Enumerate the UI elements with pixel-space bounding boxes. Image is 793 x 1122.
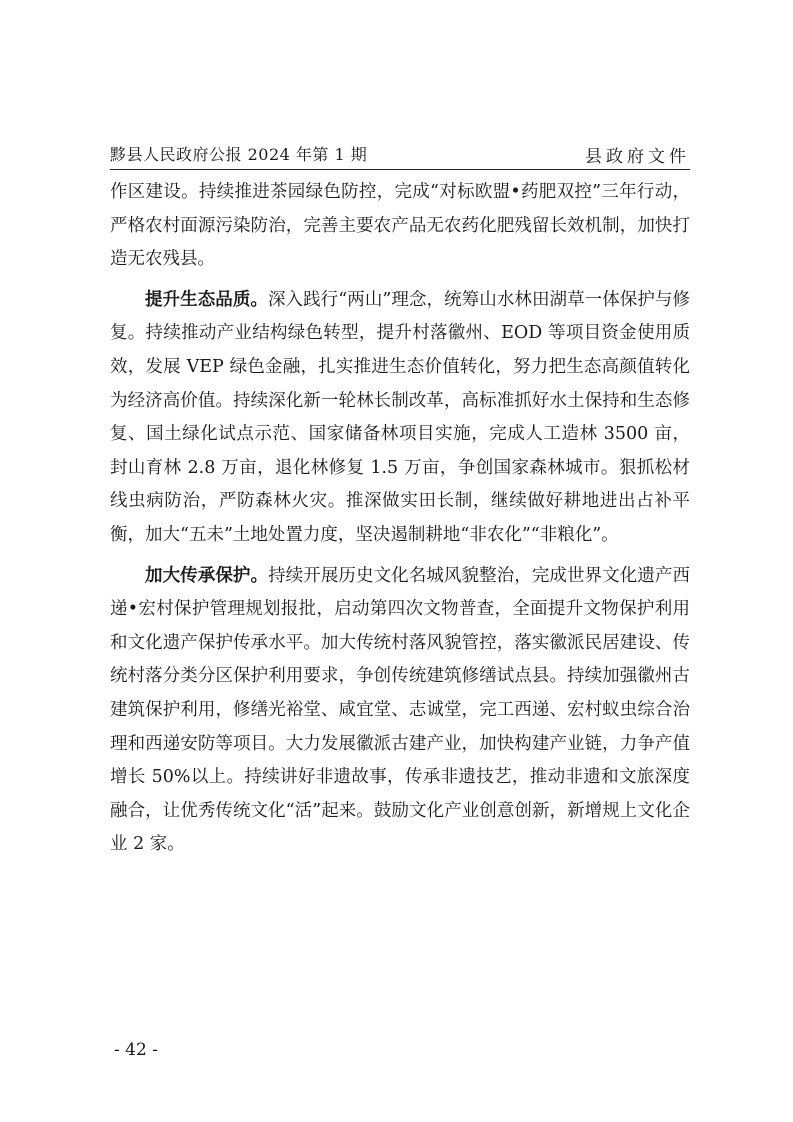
paragraph-text: 深入践行“两山”理念，统筹山水林田湖草一体保护与修复。持续推动产业结构绿色转型，提升村落徽州、EOD 等项目资金使用质效，发展 VEP 绿色金融，扎实推进生态价值转化，努力把生态高颜值转化为经济高价值。持续深化新一轮林长制改革，高标准抓好水土保持和生态修复、国土绿化试点示范、国家储备林项目实施，完成人工造林 3500 亩，封山育林 2.8 万亩，退化林修复 1.5 万亩，争创国家森林城市。狠抓松材线虫病防治，严防森林火灾。推深做实田长制，继续做好耕地进出占补平衡，加大“五未”土地处置力度，坚决遏制耕地“非农化”“非粮化”。 [110,289,690,545]
paragraph-ecology [110,284,690,553]
page-number: - 42 - [114,1040,158,1060]
page-header [110,136,690,170]
paragraph-heading: 加大传承保护。 [145,565,269,586]
header-divider [110,169,690,171]
publication-title: 黟县人民政府公报 2024 年第 1 期 [110,145,368,164]
paragraph-text: 持续开展历史文化名城风貌整治，完成世界文化遗产西递•宏村保护管理规划报批，启动第四次文物普查，全面提升文物保护利用和文化遗产保护传承水平。加大传统村落风貌管控，落实徽派民居建设、传统村落分类分区保护利用要求，争创传统建筑修缮试点县。持续加强徽州古建筑保护利用，修缮光裕堂、咸宜堂、志诚堂，完工西递、宏村蚁虫综合治理和西递安防等项目。大力发展徽派古建产业，加快构建产业链，力争产值增长 50%以上。持续讲好非遗故事，传承非遗技艺，推动非遗和文旅深度融合，让优秀传统文化“活”起来。鼓励文化产业创意创新，新增规上文化企业 2 家。 [110,565,691,855]
section-title: 县政府文件 [585,147,690,167]
paragraph-heritage [110,560,690,862]
paragraph-text: 作区建设。持续推进茶园绿色防控，完成“对标欧盟•药肥双控”三年行动，严格农村面源污染防治，完善主要农产品无农药化肥残留长效机制，加快打造无农残县。 [110,182,690,270]
document-body [110,176,690,869]
paragraph-continuation [110,176,690,277]
paragraph-heading: 提升生态品质。 [145,289,268,310]
